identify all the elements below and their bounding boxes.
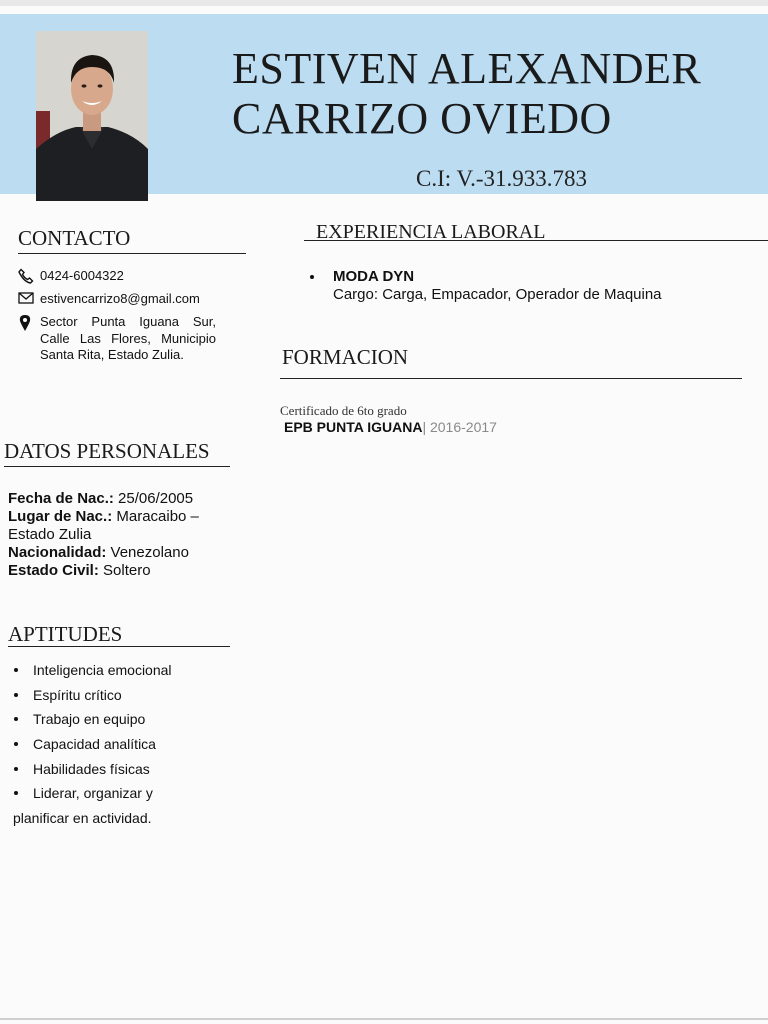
datos-heading: DATOS PERSONALES: [4, 439, 210, 463]
list-item: [14, 756, 172, 781]
bullet-icon: [14, 791, 18, 795]
contact-phone-row: [18, 268, 124, 287]
bullet-icon: [14, 693, 18, 697]
profile-photo: [36, 31, 148, 201]
aptitudes-heading: APTITUDES: [8, 622, 123, 646]
civil-status-value: Soltero: [98, 562, 151, 579]
experiencia-divider: [304, 240, 768, 241]
aptitude-text: Capacidad analítica: [33, 736, 156, 753]
company-name: MODA DYN: [333, 268, 415, 285]
birth-date-value: 25/06/2005: [113, 490, 194, 507]
birth-date-line: [8, 490, 238, 508]
birth-place-value: Maracaibo – Estado Zulia: [8, 508, 199, 543]
experiencia-heading: EXPERIENCIA LABORAL: [316, 221, 546, 243]
person-portrait-icon: [36, 31, 148, 201]
aptitude-text: Habilidades físicas: [33, 760, 150, 777]
envelope-icon: [18, 291, 40, 308]
personal-data-block: [8, 490, 238, 580]
aptitude-text: Espíritu crítico: [33, 686, 122, 703]
civil-status-label: Estado Civil:: [8, 562, 99, 579]
school-line: [284, 419, 497, 435]
contacto-divider: [18, 253, 246, 254]
job-role: Cargo: Carga, Empacador, Operador de Maquina: [333, 286, 662, 303]
list-item: [14, 781, 172, 806]
location-pin-icon: [18, 314, 40, 335]
contact-address-row: [18, 314, 216, 364]
nationality-line: [8, 544, 238, 562]
civil-status-line: [8, 562, 238, 580]
name-line-1: ESTIVEN ALEXANDER: [232, 44, 702, 93]
company-line: [310, 268, 662, 286]
bullet-icon: [310, 275, 314, 279]
datos-divider: [4, 466, 230, 467]
aptitude-text: Liderar, organizar y: [33, 785, 153, 802]
contact-email-row: [18, 291, 200, 308]
formacion-heading: FORMACION: [282, 345, 409, 369]
address-text: Sector Punta Iguana Sur, Calle Las Flores, Municipio Santa Rita, Estado Zulia.: [40, 314, 216, 362]
header-banner: [0, 14, 768, 194]
school-years: 2016-2017: [426, 419, 497, 435]
list-item: [14, 658, 172, 683]
scan-top-edge: [0, 0, 768, 6]
bullet-icon: [14, 668, 18, 672]
aptitude-text: Inteligencia emocional: [33, 662, 172, 679]
list-item: [14, 707, 172, 732]
nationality-label: Nacionalidad:: [8, 544, 107, 561]
nationality-value: Venezolano: [106, 544, 189, 561]
id-number: C.I: V.-31.933.783: [416, 166, 588, 191]
aptitude-text: Trabajo en equipo: [33, 711, 146, 728]
bullet-icon: [14, 717, 18, 721]
list-item: [14, 683, 172, 708]
list-item: [14, 732, 172, 757]
email-address: estivencarrizo8@gmail.com: [40, 291, 200, 306]
phone-number: 0424-6004322: [40, 268, 124, 283]
aptitudes-divider: [8, 646, 230, 647]
aptitudes-list: [14, 658, 172, 830]
birth-place-line: [8, 508, 238, 544]
bullet-icon: [14, 742, 18, 746]
bullet-icon: [14, 767, 18, 771]
birth-date-label: Fecha de Nac.:: [8, 490, 114, 507]
separator: |: [422, 419, 427, 435]
birth-place-label: Lugar de Nac.:: [8, 508, 113, 525]
phone-icon: [18, 268, 40, 287]
contacto-heading: CONTACTO: [18, 226, 131, 250]
name-line-2: CARRIZO OVIEDO: [232, 94, 612, 143]
formacion-divider: [280, 378, 742, 379]
aptitude-continuation: planificar en actividad.: [13, 809, 152, 826]
full-name: [232, 44, 701, 144]
certificate-title: Certificado de 6to grado: [280, 403, 407, 418]
school-name: EPB PUNTA IGUANA: [284, 419, 423, 435]
experience-entry: [310, 268, 662, 304]
scan-bottom-edge: [0, 1018, 768, 1020]
